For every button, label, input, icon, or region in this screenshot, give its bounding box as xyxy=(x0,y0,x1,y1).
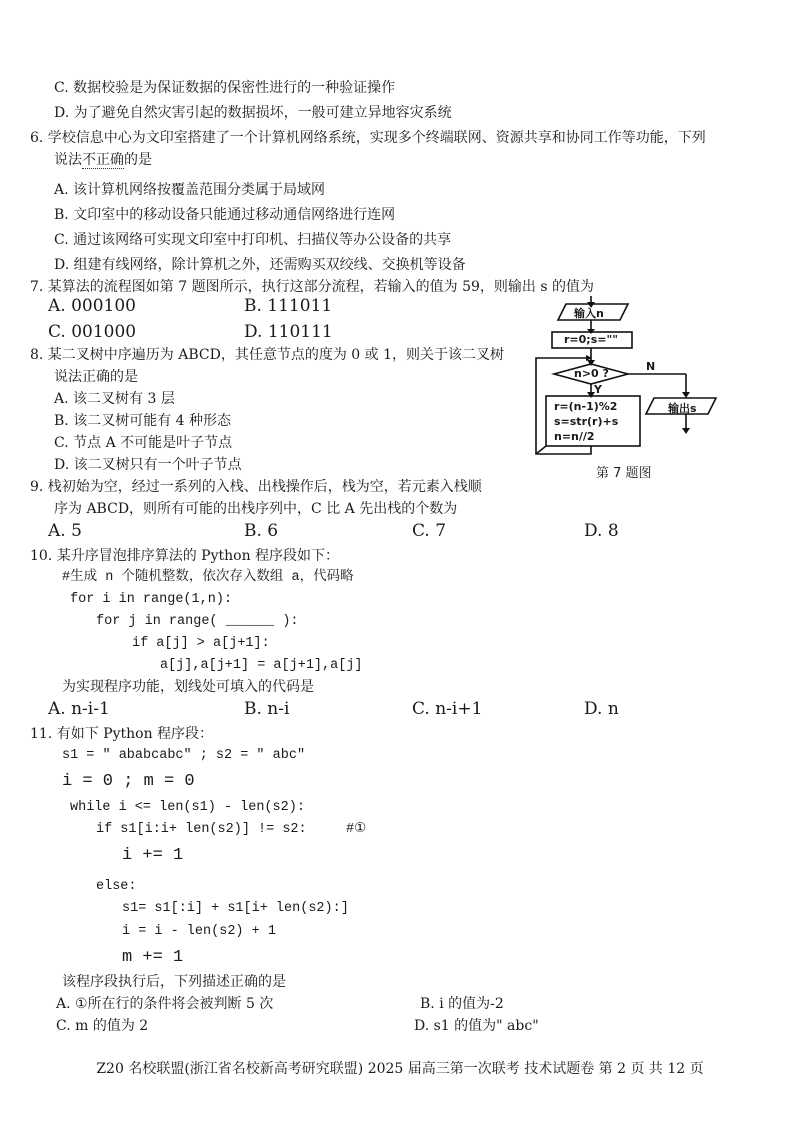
q9-option-a: A. 5 xyxy=(48,521,82,541)
q7-option-c: C. 001000 xyxy=(48,322,137,342)
code-line: s1 = " ababcabc" ; s2 = " abc" xyxy=(62,748,306,763)
q8-option-b: B. 该二叉树可能有 4 种形态 xyxy=(54,413,231,429)
q11-option-d: D. s1 的值为" abc" xyxy=(414,1018,539,1034)
page-footer: Z20 名校联盟(浙江省名校新高考研究联盟) 2025 届高三第一次联考 技术试题卷 第 2 页 共 12 页 xyxy=(96,1061,704,1077)
q9-stem: 9. 栈初始为空，经过一系列的入栈、出栈操作后，栈为空，若元素入栈顺 xyxy=(30,479,482,495)
q9-option-c: C. 7 xyxy=(412,521,447,541)
q10-stem: 10. 某升序冒泡排序算法的 Python 程序段如下： xyxy=(30,548,340,564)
flow-label-no: N xyxy=(646,360,656,373)
code-comment: #① xyxy=(346,822,367,837)
code-line: for i in range(1,n): xyxy=(70,592,233,607)
q7-option-b: B. 111011 xyxy=(244,296,333,316)
q9-option-b: B. 6 xyxy=(244,521,279,541)
q8-option-a: A. 该二叉树有 3 层 xyxy=(54,391,175,407)
q11-option-b: B. i 的值为-2 xyxy=(420,996,504,1012)
q8-option-d: D. 该二叉树只有一个叶子节点 xyxy=(54,457,242,473)
q10-option-b: B. n-i xyxy=(244,699,290,719)
q7-option-a: A. 000100 xyxy=(48,296,136,316)
q6-emphasis: 不正确 xyxy=(82,152,124,168)
flow-body-2: s=str(r)+s xyxy=(554,415,619,428)
flow-input: 输入n xyxy=(574,307,604,320)
q10-ask: 为实现程序功能，划线处可填入的代码是 xyxy=(62,679,314,695)
flowchart-diagram xyxy=(528,296,728,486)
q11-ask: 该程序段执行后，下列描述正确的是 xyxy=(62,974,286,990)
code-line: i = 0 ; m = 0 xyxy=(62,772,195,791)
q8-stem: 8. 某二叉树中序遍历为 ABCD，其任意节点的度为 0 或 1，则关于该二叉树 xyxy=(30,347,505,363)
code-line: else: xyxy=(96,879,137,894)
code-line: s1= s1[:i] + s1[i+ len(s2):] xyxy=(122,901,349,916)
q6-option-b: B. 文印室中的移动设备只能通过移动通信网络进行连网 xyxy=(54,207,396,223)
q8-stem-cont: 说法正确的是 xyxy=(54,369,138,385)
q5-option-d: D. 为了避免自然灾害引起的数据损坏，一般可建立异地容灾系统 xyxy=(54,105,452,121)
flow-condition: n>0 ? xyxy=(574,367,609,380)
flow-init: r=0;s="" xyxy=(564,333,618,346)
code-line: m += 1 xyxy=(122,948,184,967)
code-line: a[j],a[j+1] = a[j+1],a[j] xyxy=(160,658,363,673)
code-line: if s1[i:i+ len(s2)] != s2: xyxy=(96,822,307,837)
q6-option-c: C. 通过该网络可实现文印室中打印机、扫描仪等办公设备的共享 xyxy=(54,232,452,248)
code-line: if a[j] > a[j+1]: xyxy=(132,636,270,651)
q5-option-c: C. 数据校验是为保证数据的保密性进行的一种验证操作 xyxy=(54,80,396,96)
code-line: while i <= len(s1) - len(s2): xyxy=(70,800,305,815)
q6-option-d: D. 组建有线网络，除计算机之外，还需购买双绞线、交换机等设备 xyxy=(54,257,466,273)
q8-option-c: C. 节点 A 不可能是叶子节点 xyxy=(54,435,233,451)
flow-body-3: n=n//2 xyxy=(554,430,595,443)
q6-stem: 6. 学校信息中心为文印室搭建了一个计算机网络系统，实现多个终端联网、资源共享和协同工作等功能，下列 xyxy=(30,130,706,146)
q11-stem: 11. 有如下 Python 程序段： xyxy=(30,726,214,742)
q7-stem: 7. 某算法的流程图如第 7 题图所示，执行这部分流程，若输入的值为 59，则输出 s 的值为 xyxy=(30,279,594,295)
flowchart-figure xyxy=(528,296,728,486)
q10-option-c: C. n-i+1 xyxy=(412,699,483,719)
q9-stem-cont: 序为 ABCD，则所有可能的出栈序列中，C 比 A 先出栈的个数为 xyxy=(54,501,458,517)
figure-caption: 第 7 题图 xyxy=(596,466,652,481)
q6-stem-cont: 说法不正确的是 xyxy=(54,152,152,168)
q11-option-a: A. ①所在行的条件将会被判断 5 次 xyxy=(56,996,274,1012)
q9-option-d: D. 8 xyxy=(584,521,619,541)
code-line: i = i - len(s2) + 1 xyxy=(122,924,276,939)
q6-option-a: A. 该计算机网络按覆盖范围分类属于局域网 xyxy=(54,182,326,198)
q11-option-c: C. m 的值为 2 xyxy=(56,1018,149,1034)
flow-body-1: r=(n-1)%2 xyxy=(554,400,618,413)
q7-option-d: D. 110111 xyxy=(244,322,333,342)
code-line: for j in range( ______ ): xyxy=(96,614,299,629)
code-line: #生成 n 个随机整数，依次存入数组 a，代码略 xyxy=(62,570,354,585)
code-line: i += 1 xyxy=(122,846,184,865)
q10-option-a: A. n-i-1 xyxy=(48,699,110,719)
q10-option-d: D. n xyxy=(584,699,619,719)
flow-output: 输出s xyxy=(668,402,697,415)
flow-label-yes: Y xyxy=(594,383,602,396)
